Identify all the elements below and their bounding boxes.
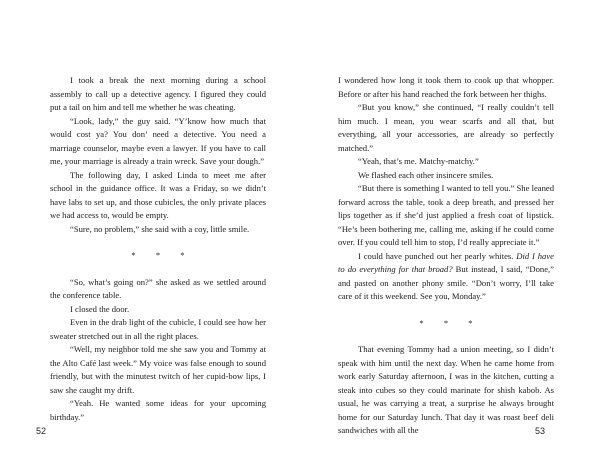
section-separator: * * * — [131, 250, 185, 260]
paragraph: “Sure, no problem,” she said with a coy, little smile. — [70, 223, 250, 234]
paragraph: “Look, lady,” the guy said. “Y’know how much that would cost ya? You don’ need a detective. You need a marriage counselor, maybe even a lawyer. If you have to call me, your marriage is already a train wreck. Save your dough.” — [50, 115, 266, 166]
right-page — [300, 0, 600, 463]
paragraph: That evening Tommy had a union meeting, so I didn’t speak with him until the next day. When he came home from work early Saturday afternoon, I was in the kitchen, cutting a steak into cubes so they could marinate for shish kabob. As usual, he was carrying a treat, a surprise he always brought home for our Saturday lunch. That day it was roast beef deli sandwiches with all the — [338, 344, 554, 435]
paragraph-mixed — [338, 250, 554, 304]
paragraph: The following day, I asked Linda to meet me after school in the guidance office. It was a Friday, so we didn’t have labs to set up, and those cubicles, the only private places we had access to, would be empty. — [50, 169, 266, 220]
left-page-text — [50, 74, 266, 424]
right-page-text — [338, 74, 554, 438]
paragraph: Even in the drab light of the cubicle, I could see how her sweater stretched out in all the right places. — [50, 317, 266, 341]
paragraph: “Yeah, that’s me. Matchy-matchy.” — [358, 156, 479, 166]
paragraph: “But you know,” she continued, “I really couldn’t tell him much. I mean, you wear scarfs and all that, but everything, all your accessories, are already so perfectly matched.” — [338, 102, 554, 153]
paragraph: “But there is something I wanted to tell you.” She leaned forward across the table, took a deep breath, and pressed her lips together as if she’d just applied a fresh coat of lipstick. “He’s been bothering me, calling me, asking if he could come over. If you could tell him to stop, I’d really appreciate it.” — [338, 183, 554, 247]
paragraph: I wondered how long it took them to cook up that whopper. Before or after his hand reached the fork between her thighs. — [338, 75, 554, 99]
page-number-right: 53 — [535, 426, 546, 436]
paragraph: “So, what’s going on?” she asked as we settled around the conference table. — [50, 276, 266, 300]
text-run: I could have punched out her pearly whites. — [358, 250, 517, 261]
paragraph: I closed the door. — [70, 303, 130, 314]
paragraph: “Yeah. He wanted some ideas for your upcoming birthday.” — [50, 398, 266, 422]
text-run: But instead, I said, “Done,” and pasted on another phony smile. “Don’t worry, I’ll take care of it this weekend. See you, Monday.” — [338, 264, 554, 301]
section-separator: * * * — [419, 317, 473, 328]
paragraph: I took a break the next morning during a school assembly to call up a detective agency. I figured they could put a tail on him and tell me whether he was cheating. — [50, 75, 266, 112]
paragraph: We flashed each other insincere smiles. — [358, 169, 494, 180]
paragraph: “Well, my neighbor told me she saw you and Tommy at the Alto Café last week.” My voice was false enough to sound friendly, but with the minutest twitch of her cupid-bow lips, I saw she caught my drift. — [50, 344, 266, 395]
italic-text-run: Did I have to do everything for that broad? — [338, 250, 554, 274]
page-number-left: 52 — [36, 426, 47, 436]
